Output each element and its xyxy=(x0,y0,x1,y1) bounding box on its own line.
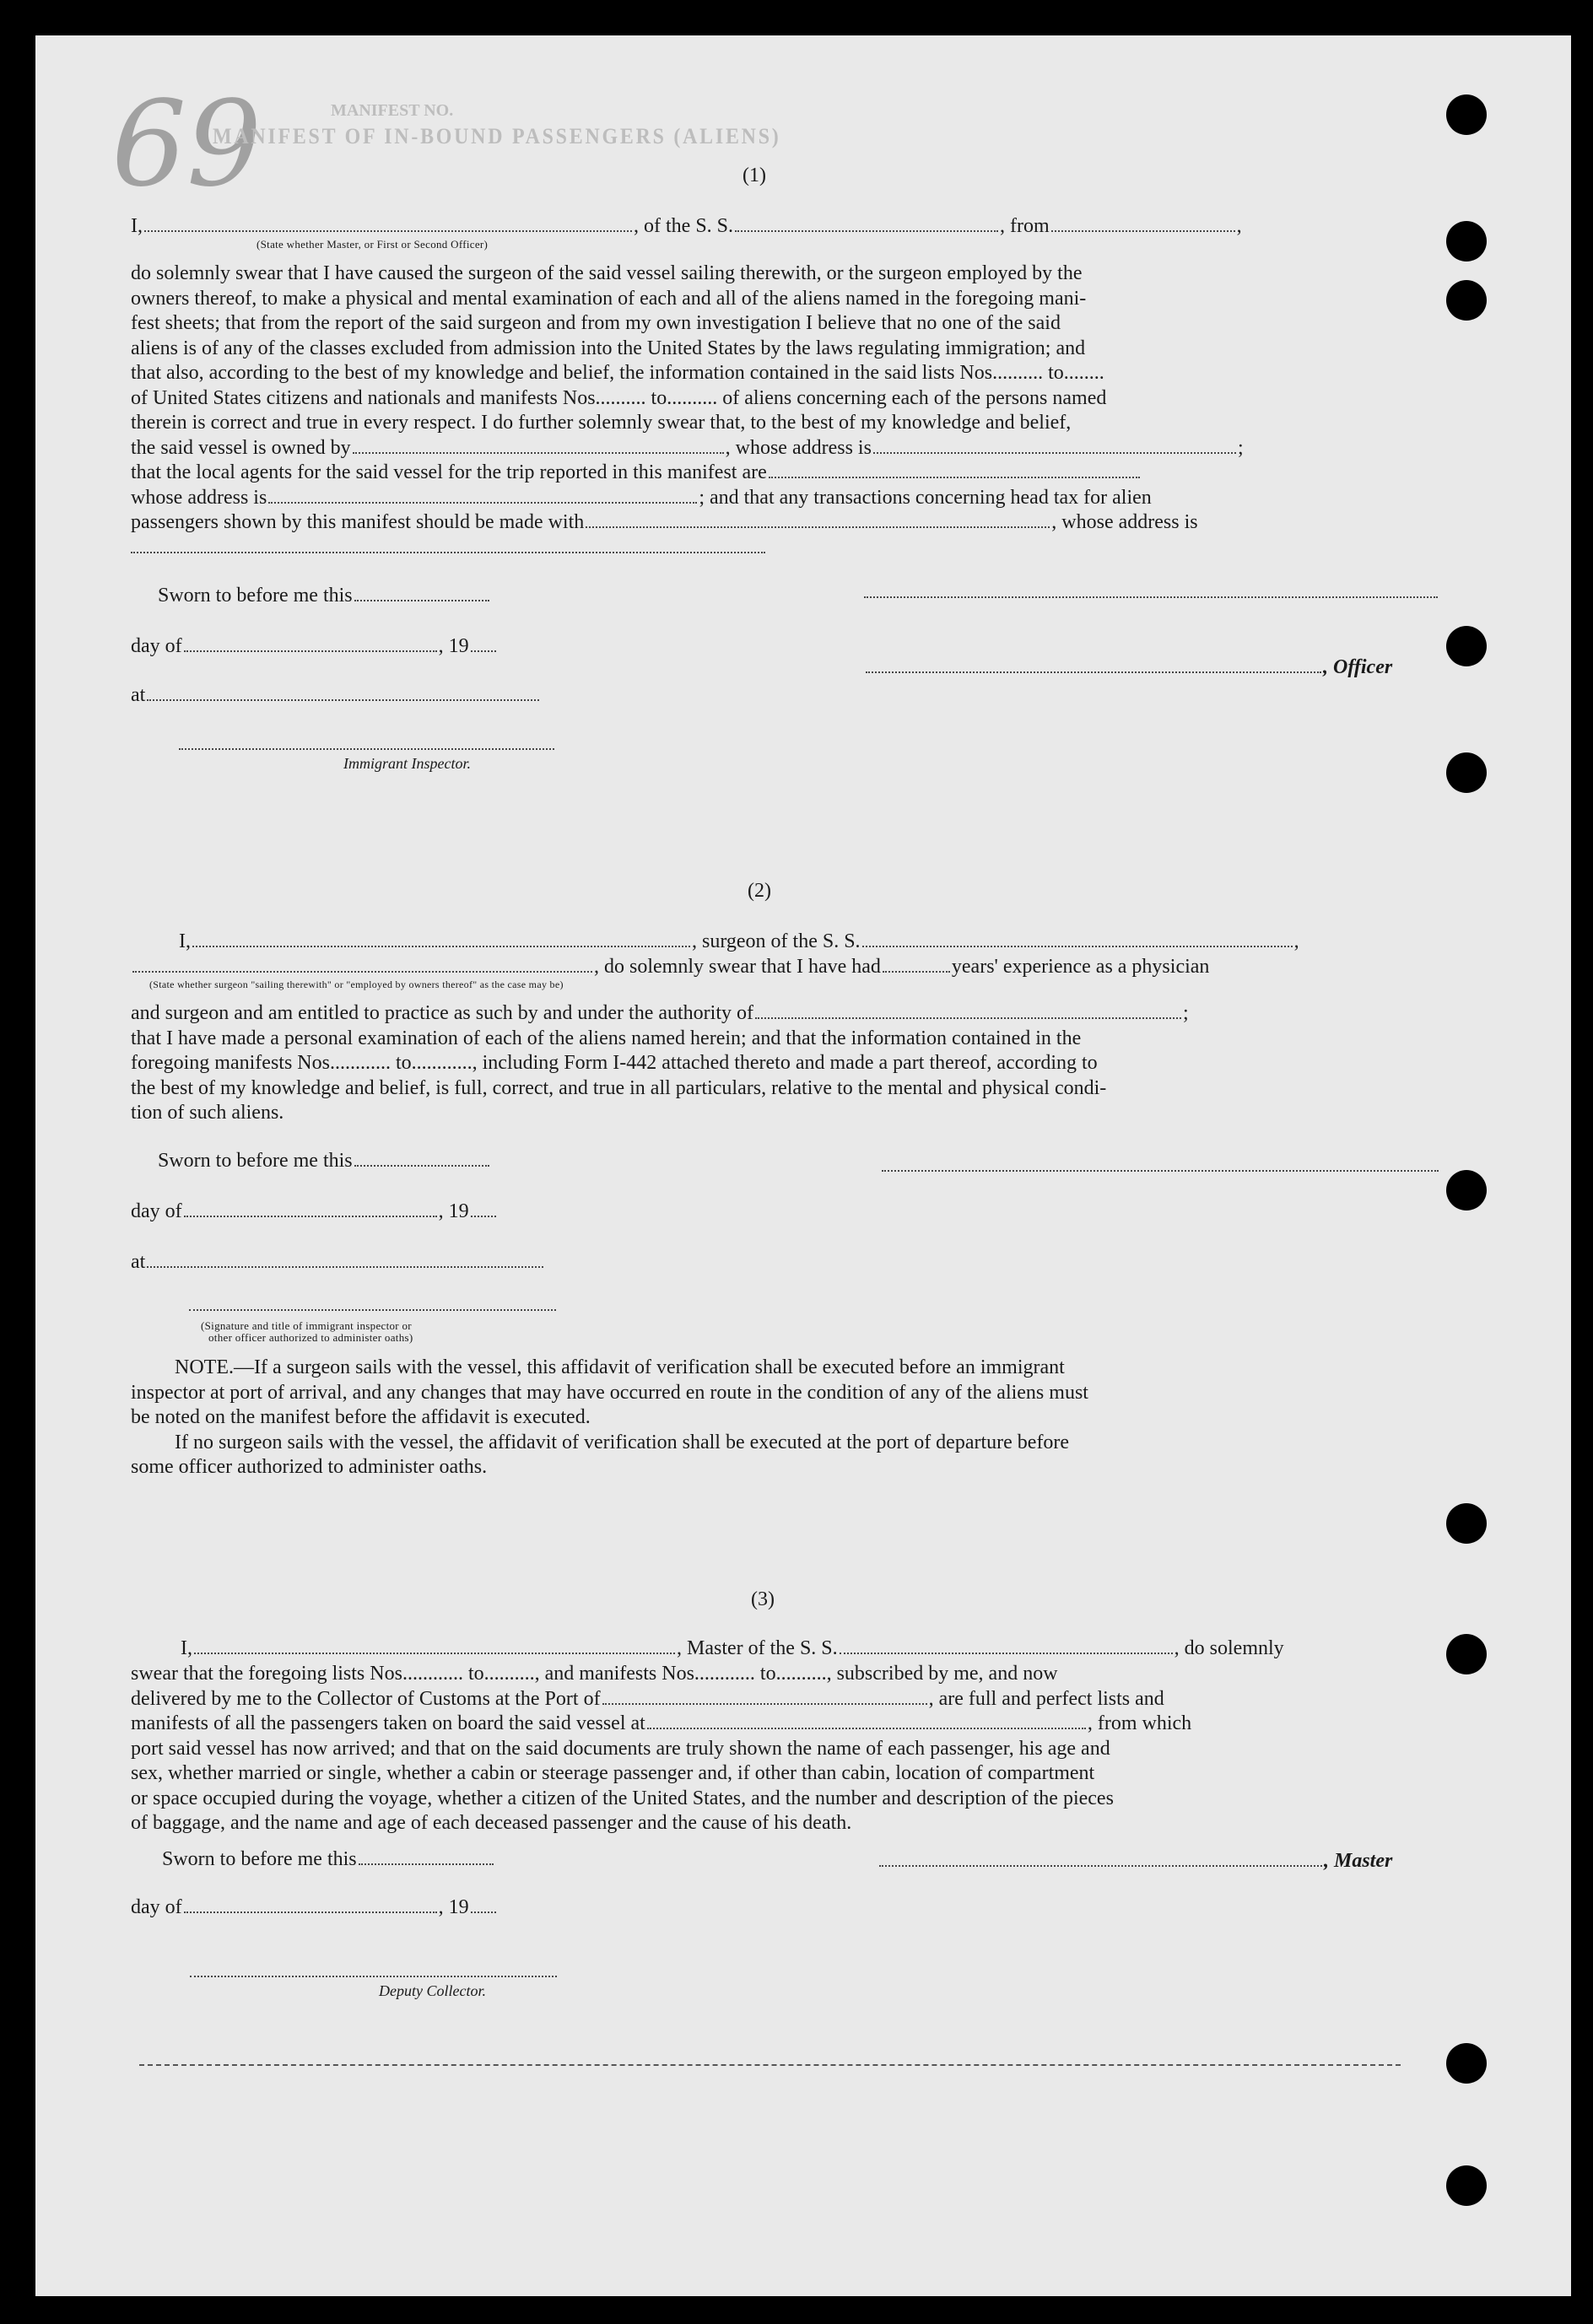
s2-sig-caption-2: other officer authorized to administer oaths) xyxy=(208,1331,413,1344)
section3-at-line: manifests of all the passengers taken on board the said vessel at , from which xyxy=(131,1712,1192,1734)
punch-hole xyxy=(1446,2165,1487,2206)
s3-sworn-day-field[interactable] xyxy=(359,1848,494,1865)
section3-line: or space occupied during the voyage, whether a citizen of the United States, and the number and description of the pieces xyxy=(131,1787,1114,1809)
note-line: some officer authorized to administer oaths. xyxy=(131,1456,488,1478)
section2-line: the best of my knowledge and belief, is full, correct, and true in all particulars, relative to the mental and physical condi- xyxy=(131,1076,1107,1099)
section2-line: foregoing manifests Nos............ to............, including Form I-442 attached thereto and made a part thereof, according to xyxy=(131,1052,1098,1074)
sworn-place-field[interactable] xyxy=(147,684,539,701)
section1-line: do solemnly swear that I have caused the surgeon of the said vessel sailing therewith, or the surgeon employed by the xyxy=(131,262,1083,284)
section2-number: (2) xyxy=(748,880,771,902)
officer-signature-line xyxy=(864,655,1392,680)
s3-vessel-field[interactable] xyxy=(840,1637,1173,1654)
sworn-year-field[interactable] xyxy=(471,635,496,652)
section3-sworn: Sworn to before me this xyxy=(162,1847,495,1872)
section3-day: day of , 19 xyxy=(131,1895,498,1920)
punch-hole xyxy=(1446,2043,1487,2084)
section3-line: swear that the foregoing lists Nos............ to.........., and manifests Nos............ to.........., subscribed by me, and now xyxy=(131,1663,1058,1685)
agents-field[interactable] xyxy=(769,461,1140,478)
authority-field[interactable] xyxy=(755,1002,1181,1019)
section2-line1: I, , surgeon of the S. S. , xyxy=(179,930,1299,952)
note-line: NOTE.—If a surgeon sails with the vessel, this affidavit of verification shall be executed before an immigrant xyxy=(175,1356,1065,1378)
section2-authority-line: and surgeon and am entitled to practice as such by and under the authority of ; xyxy=(131,1002,1189,1024)
officer-signature-line-top[interactable] xyxy=(864,596,1438,598)
s2-sworn-month-field[interactable] xyxy=(184,1200,437,1217)
inspector-signature-line[interactable] xyxy=(179,748,554,750)
punch-hole xyxy=(1446,1634,1487,1674)
section3-line: of baggage, and the name and age of each deceased passenger and the cause of his death. xyxy=(131,1812,852,1834)
section2-line: tion of such aliens. xyxy=(131,1102,284,1124)
section1-i: I, xyxy=(131,215,143,237)
boarding-port-field[interactable] xyxy=(647,1712,1086,1729)
section1-caption: (State whether Master, or First or Second Officer) xyxy=(256,238,489,251)
punch-hole xyxy=(1446,752,1487,793)
s2-sig-caption-1: (Signature and title of immigrant inspector or xyxy=(201,1319,412,1332)
master-signature-field[interactable] xyxy=(879,1850,1322,1867)
agents-address-field[interactable] xyxy=(268,487,697,504)
vessel-name-field[interactable] xyxy=(735,215,998,232)
section1-line1: I, , of the S. S. , from , xyxy=(131,215,1242,237)
section1-line: fest sheets; that from the report of the said surgeon and from my own investigation I believe that no one of the said xyxy=(131,312,1061,334)
form-sheet xyxy=(35,35,1571,2296)
head-tax-address-field[interactable] xyxy=(131,552,765,553)
surgeon-status-field[interactable] xyxy=(132,956,592,973)
deputy-collector-label: Deputy Collector. xyxy=(379,1982,486,1999)
surgeon-name-field[interactable] xyxy=(192,930,690,947)
master-signature-line xyxy=(878,1849,1392,1874)
master-label: , Master xyxy=(1324,1850,1393,1872)
years-experience-field[interactable] xyxy=(883,956,950,973)
note-line: be noted on the manifest before the affidavit is executed. xyxy=(131,1406,591,1428)
section2-sworn: Sworn to before me this xyxy=(158,1149,491,1173)
officer-name-field[interactable] xyxy=(144,215,632,232)
section2-note xyxy=(131,1356,1088,1480)
deputy-collector-signature-line[interactable] xyxy=(190,1976,557,1977)
section1-paragraph xyxy=(131,262,1447,536)
section1-line: owners thereof, to make a physical and mental examination of each and all of the aliens named in the foregoing mani- xyxy=(131,287,1087,310)
s3-sworn-month-field[interactable] xyxy=(184,1896,437,1913)
section3-number: (3) xyxy=(751,1588,775,1610)
s2-sworn-year-field[interactable] xyxy=(471,1200,496,1217)
manifest-stamp-number: 69 xyxy=(111,76,262,213)
s3-sworn-year-field[interactable] xyxy=(471,1896,496,1913)
sworn-day-field[interactable] xyxy=(354,585,489,601)
section3-line: sex, whether married or single, whether a cabin or steerage passenger and, if other than cabin, location of compartment xyxy=(131,1762,1095,1784)
section1-owned-line: the said vessel is owned by , whose address is ; xyxy=(131,436,1244,459)
section1-agents-line: that the local agents for the said vessel for the trip reported in this manifest are xyxy=(131,461,1447,486)
collector-port-field[interactable] xyxy=(602,1688,927,1705)
s2-sworn-place-field[interactable] xyxy=(147,1251,543,1268)
owner-address-field[interactable] xyxy=(873,437,1236,454)
master-name-field[interactable] xyxy=(194,1637,675,1654)
note-line: inspector at port of arrival, and any changes that may have occurred en route in the condition of any of the aliens must xyxy=(131,1381,1088,1404)
punch-hole xyxy=(1446,221,1487,262)
section2-paragraph xyxy=(131,1001,1189,1126)
section2-line: that I have made a personal examination of each of the aliens named herein; and that the information contained in the xyxy=(131,1027,1082,1049)
s2-inspector-signature-line[interactable] xyxy=(189,1309,556,1311)
section1-line: of United States citizens and nationals and manifests Nos.......... to.......... of aliens concerning each of the persons named xyxy=(131,386,1107,409)
section1-line: therein is correct and true in every respect. I do further solemnly swear that, to the best of my knowledge and belief, xyxy=(131,412,1072,434)
section1-sworn: Sworn to before me this xyxy=(158,584,491,608)
section1-whose-line: whose address is ; and that any transactions concerning head tax for alien xyxy=(131,486,1152,509)
section3-line1: I, , Master of the S. S. , do solemnly xyxy=(181,1637,1284,1659)
section1-line: that also, according to the best of my knowledge and belief, the information contained in the said lists Nos.......... to........ xyxy=(131,362,1104,384)
section1-of-ss: , of the S. S. xyxy=(634,215,734,237)
officer-signature-field[interactable] xyxy=(866,656,1321,673)
section2-day: day of , 19 xyxy=(131,1200,498,1224)
section3-paragraph xyxy=(131,1662,1191,1836)
punch-hole xyxy=(1446,626,1487,666)
immigrant-inspector-label: Immigrant Inspector. xyxy=(343,755,471,772)
faint-header-line2: MANIFEST OF IN-BOUND PASSENGERS (ALIENS) xyxy=(213,124,781,148)
sworn-month-field[interactable] xyxy=(184,635,437,652)
punch-hole xyxy=(1446,1503,1487,1544)
s2-sworn-day-field[interactable] xyxy=(354,1150,489,1167)
section2-caption: (State whether surgeon "sailing therewith" or "employed by owners thereof" as the case may be) xyxy=(149,979,564,990)
section1-at: at xyxy=(131,683,541,708)
officer-label: , Officer xyxy=(1323,656,1393,678)
section2-at: at xyxy=(131,1250,545,1275)
surgeon-vessel-field[interactable] xyxy=(862,930,1293,947)
section1-from: , from xyxy=(1000,215,1050,237)
punch-hole xyxy=(1446,94,1487,135)
note-line: If no surgeon sails with the vessel, the affidavit of verification shall be executed at the port of departure before xyxy=(175,1431,1070,1453)
head-tax-contact-field[interactable] xyxy=(586,511,1050,528)
punch-hole xyxy=(1446,1170,1487,1211)
s2-signature-line[interactable] xyxy=(882,1170,1439,1172)
section2-line2: , do solemnly swear that I have had years' experience as a physician xyxy=(131,955,1209,979)
punch-hole xyxy=(1446,280,1487,321)
owner-field[interactable] xyxy=(353,437,724,454)
section1-line: aliens is of any of the classes excluded from admission into the United States by the laws regulating immigration; and xyxy=(131,337,1086,359)
section3-port-line: delivered by me to the Collector of Customs at the Port of , are full and perfect lists and xyxy=(131,1687,1164,1710)
section1-passengers-line: passengers shown by this manifest should be made with , whose address is xyxy=(131,511,1198,533)
section1-number: (1) xyxy=(742,164,766,186)
bottom-divider xyxy=(139,2064,1401,2066)
section3-line: port said vessel has now arrived; and that on the said documents are truly shown the name of each passenger, his age and xyxy=(131,1737,1110,1760)
faint-header-line1: MANIFEST NO. xyxy=(331,101,454,120)
departure-port-field[interactable] xyxy=(1051,215,1235,232)
section1-day: day of , 19 xyxy=(131,634,498,659)
